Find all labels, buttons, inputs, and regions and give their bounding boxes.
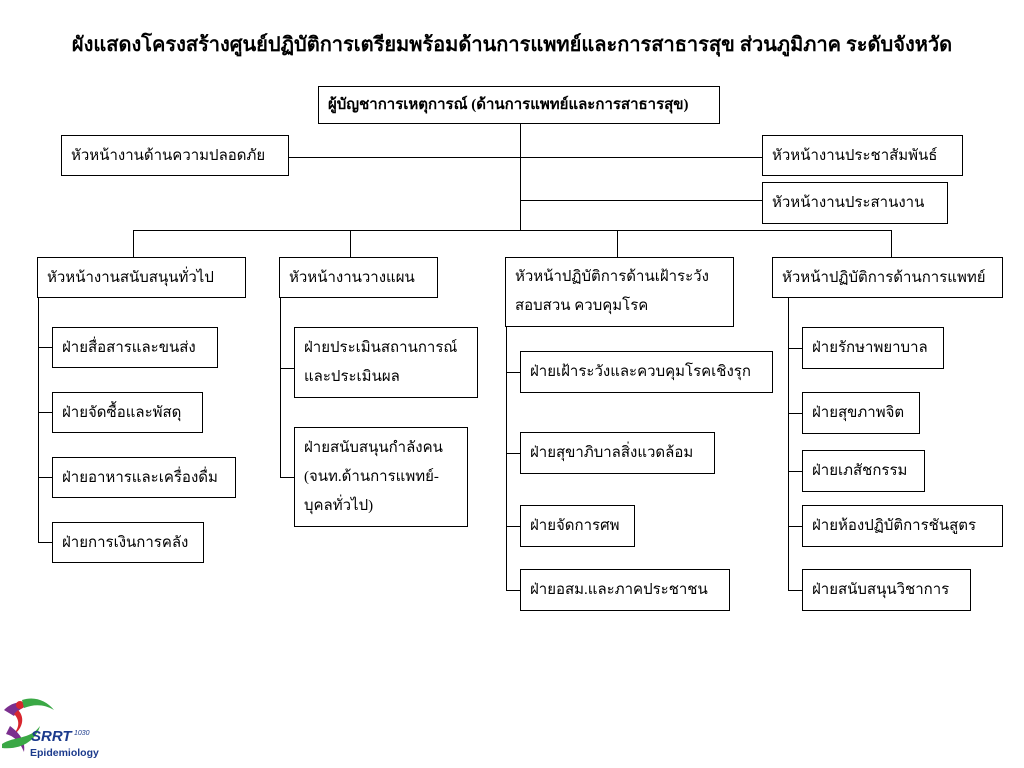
page-title: ผังแสดงโครงสร้างศูนย์ปฏิบัติการเตรียมพร้อมด้านการแพทย์และการสาธารสุข ส่วนภูมิภาค ระดับจังหวัด	[71, 34, 953, 56]
head-medical-operations	[772, 257, 1003, 298]
unit-active-surveillance-control	[520, 351, 773, 393]
unit-pharmacy	[802, 450, 925, 492]
safety-head-label: หัวหน้างานด้านความปลอดภัย	[71, 147, 266, 164]
logo-brand-text: SRRT	[31, 728, 72, 745]
unit-environmental-sanitation	[520, 432, 715, 474]
unit-food-beverage	[52, 457, 236, 498]
unit-label: ฝ่ายสื่อสารและขนส่ง	[62, 339, 196, 356]
unit-label-line-3: บุคลทั่วไป)	[304, 497, 374, 514]
unit-situation-assessment	[294, 327, 478, 398]
unit-village-volunteers-public	[520, 569, 730, 611]
head-planning-label: หัวหน้างานวางแผน	[289, 269, 415, 286]
head-planning	[279, 257, 438, 298]
logo-subtitle-text: Epidemiology	[30, 747, 99, 759]
unit-label: ฝ่ายเฝ้าระวังและควบคุมโรคเชิงรุก	[530, 364, 751, 380]
unit-laboratory	[802, 505, 1003, 547]
unit-label-line-2: และประเมินผล	[304, 368, 400, 385]
unit-medical-care	[802, 327, 944, 369]
unit-label: ฝ่ายรักษาพยาบาล	[812, 340, 928, 356]
unit-procurement-supplies	[52, 392, 203, 433]
unit-label-line-1: ฝ่ายสนับสนุนกำลังคน	[304, 439, 443, 456]
unit-label: ฝ่ายอาหารและเครื่องดื่ม	[62, 469, 218, 486]
coordination-head-label: หัวหน้างานประสานงาน	[772, 195, 925, 211]
unit-label: ฝ่ายสุขภาพจิต	[812, 405, 905, 421]
unit-label: ฝ่ายอสม.และภาคประชาชน	[530, 582, 708, 598]
head-surveillance-label-line-1: หัวหน้าปฏิบัติการด้านเฝ้าระวัง	[515, 269, 709, 285]
head-surveillance-operations	[505, 257, 734, 327]
unit-label: ฝ่ายสนับสนุนวิชาการ	[812, 582, 950, 598]
unit-label: ฝ่ายเภสัชกรรม	[812, 463, 908, 479]
unit-finance	[52, 522, 204, 563]
logo-code-text: 1030	[74, 730, 90, 737]
unit-label: ฝ่ายการเงินการคลัง	[62, 534, 189, 551]
unit-label: ฝ่ายสุขาภิบาลสิ่งแวดล้อม	[530, 445, 694, 461]
unit-manpower-support	[294, 427, 468, 527]
unit-mortuary-management	[520, 505, 635, 547]
unit-mental-health	[802, 392, 920, 434]
unit-label: ฝ่ายห้องปฏิบัติการชันสูตร	[812, 518, 977, 534]
unit-label: ฝ่ายจัดซื้อและพัสดุ	[62, 404, 182, 421]
coordination-head-box	[762, 182, 948, 224]
head-surveillance-label-line-2: สอบสวน ควบคุมโรค	[515, 298, 649, 314]
unit-academic-support	[802, 569, 971, 611]
head-general-support-label: หัวหน้างานสนับสนุนทั่วไป	[47, 269, 214, 286]
public-relations-head-box	[762, 135, 963, 176]
public-relations-head-label: หัวหน้างานประชาสัมพันธ์	[772, 147, 938, 164]
head-general-support	[37, 257, 246, 298]
unit-label-line-1: ฝ่ายประเมินสถานการณ์	[304, 339, 458, 356]
srrt-epidemiology-logo	[0, 696, 110, 766]
unit-label: ฝ่ายจัดการศพ	[530, 518, 620, 534]
unit-label-line-2: (จนท.ด้านการแพทย์-	[304, 468, 439, 485]
commander-box	[318, 86, 720, 124]
safety-head-box	[61, 135, 289, 176]
unit-communications-transport	[52, 327, 218, 368]
commander-label: ผู้บัญชาการเหตุการณ์ (ด้านการแพทย์และการสาธารสุข)	[328, 97, 689, 113]
head-medical-label: หัวหน้าปฏิบัติการด้านการแพทย์	[782, 269, 986, 286]
